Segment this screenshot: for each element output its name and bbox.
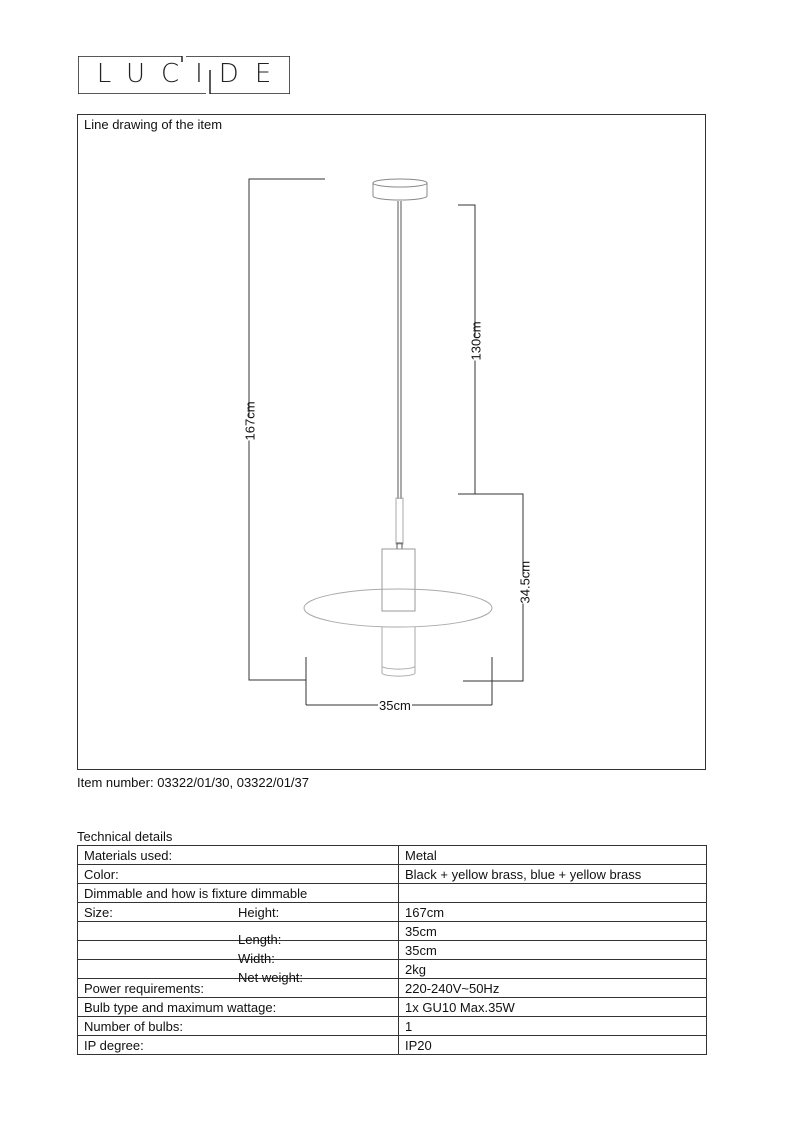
spec-sublabel-text: Height: [238,904,280,920]
technical-details-table [77,845,707,1055]
table-row [78,1017,707,1036]
dimension-label-cable-length: 130cm [468,321,484,361]
spec-label [78,1017,399,1036]
spec-value [399,884,707,903]
spec-value: 1x GU10 Max.35W [399,998,707,1017]
spec-label [78,1036,399,1055]
spec-value: 35cm [399,941,707,960]
spec-label [78,960,399,985]
spec-label [78,903,399,922]
spec-value: 2kg [399,960,707,979]
spec-value: 1 [399,1017,707,1036]
table-row [78,941,707,960]
table-row [78,960,707,979]
table-row [78,865,707,884]
spec-value: 167cm [399,903,707,922]
table-row [78,903,707,922]
item-number: Item number: 03322/01/30, 03322/01/37 [77,775,310,790]
spec-value: Black + yellow brass, blue + yellow brass [399,865,707,884]
spec-sublabel-text: Net weight: [238,970,304,985]
spec-value: Metal [399,846,707,865]
spec-label-text: Size: [84,904,113,920]
table-row [78,998,707,1017]
spec-label-text: Bulb type and maximum wattage: [84,999,277,1015]
technical-details-title: Technical details [77,829,173,844]
spec-label [78,884,399,903]
spec-label-text: IP degree: [84,1037,144,1053]
table-row [78,979,707,998]
drawing-title: Line drawing of the item [84,117,223,132]
spec-label-text: Materials used: [84,847,173,863]
spec-label [78,865,399,884]
dimension-label-fixture-height: 34.5cm [517,560,533,604]
spec-sublabel-text: Width: [238,951,275,966]
spec-label-text: Number of bulbs: [84,1018,183,1034]
table-row [78,1036,707,1055]
spec-value: IP20 [399,1036,707,1055]
spec-label [78,998,399,1017]
spec-label [78,846,399,865]
spec-value: 220-240V~50Hz [399,979,707,998]
line-drawing-panel [77,114,706,770]
spec-label [78,922,399,947]
logo-text: LUCIDE [96,59,288,89]
table-row [78,884,707,903]
spec-label-text: Power requirements: [84,980,204,996]
spec-label-text: Dimmable and how is fixture dimmable [84,885,308,901]
table-row [78,922,707,941]
dimension-label-total-height: 167cm [242,401,258,441]
table-row [78,846,707,865]
spec-sublabel-text: Length: [238,932,282,947]
spec-value: 35cm [399,922,707,941]
pendant-lamp-drawing [78,115,707,771]
spec-label [78,941,399,966]
spec-label [78,979,399,998]
spec-label-text: Color: [84,866,119,882]
dimension-label-diameter: 35cm [379,698,411,713]
brand-logo [78,56,290,94]
